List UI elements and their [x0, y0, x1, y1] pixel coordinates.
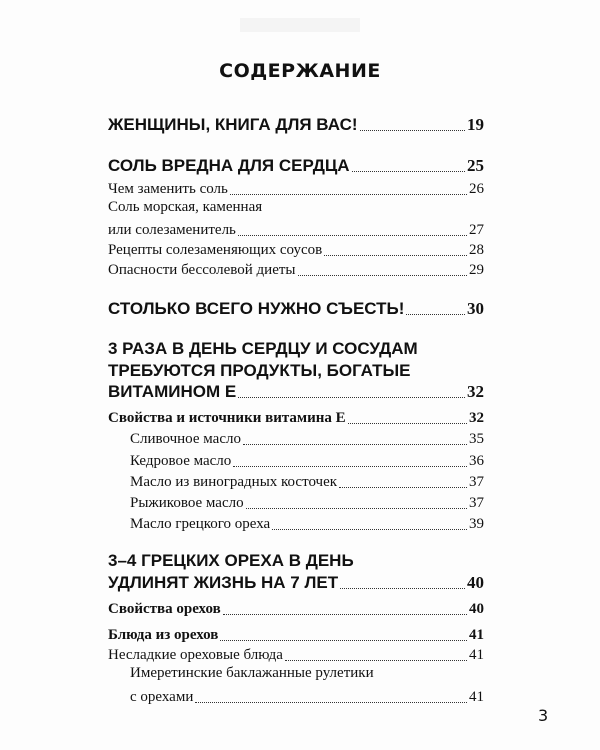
leader-dots — [406, 314, 465, 315]
toc-entry-eggplant-rolls-line1: Имеретинские баклажанные рулетики — [130, 665, 374, 681]
toc-entry-nut-dishes[interactable] — [108, 624, 484, 646]
toc-entry-title: с орехами — [130, 689, 194, 705]
toc-entry-page: 28 — [469, 242, 484, 258]
leader-dots — [195, 702, 467, 703]
toc-entry-eggplant-rolls[interactable] — [130, 686, 484, 708]
toc-entry-page: 32 — [469, 410, 484, 426]
toc-entry-women[interactable] — [108, 114, 484, 136]
toc-entry-title: Блюда из орехов — [108, 627, 219, 643]
toc-entry-title: Чем заменить соль — [108, 181, 228, 197]
toc-entry-title: УДЛИНЯТ ЖИЗНЬ НА 7 ЛЕТ — [108, 573, 339, 592]
toc-entry-page: 41 — [469, 627, 484, 643]
page-title: СОДЕРЖАНИЕ — [219, 60, 381, 82]
toc-entry-title: Рецепты солезаменяющих соусов — [108, 242, 323, 258]
leader-dots — [339, 487, 467, 488]
leader-dots — [223, 614, 467, 615]
toc-entry-camelina-oil[interactable] — [130, 492, 484, 514]
toc-entry-title: СОЛЬ ВРЕДНА ДЛЯ СЕРДЦА — [108, 156, 350, 175]
toc-entry-title: Масло из виноградных косточек — [130, 474, 338, 490]
toc-entry-title: Сливочное масло — [130, 431, 241, 447]
toc-entry-salt[interactable] — [108, 155, 484, 177]
toc-entry-page: 39 — [469, 516, 484, 532]
toc-entry-title: Опасности бессолевой диеты — [108, 262, 296, 278]
toc-entry-page: 35 — [469, 431, 484, 447]
toc-entry-so-much-to-eat[interactable] — [108, 298, 484, 320]
toc-entry-nut-properties[interactable] — [108, 598, 484, 620]
toc-entry-sea-salt[interactable] — [108, 219, 484, 241]
toc-entry-title: Масло грецкого ореха — [130, 516, 271, 532]
toc-entry-walnuts[interactable] — [108, 572, 484, 594]
leader-dots — [285, 660, 467, 661]
toc-entry-page: 19 — [467, 115, 484, 134]
toc-entry-page: 26 — [469, 181, 484, 197]
toc-entry-sea-salt-line1: Соль морская, каменная — [108, 199, 263, 215]
toc-entry-vitamin-e-line2: ТРЕБУЮТСЯ ПРОДУКТЫ, БОГАТЫЕ — [108, 361, 411, 380]
leader-dots — [340, 588, 465, 589]
leader-dots — [298, 275, 468, 276]
toc-entry-page: 30 — [467, 299, 484, 318]
toc-entry-title: ВИТАМИНОМ Е — [108, 382, 237, 401]
leader-dots — [233, 466, 467, 467]
toc-entry-page: 41 — [469, 689, 484, 705]
leader-dots — [360, 130, 465, 131]
leader-dots — [220, 640, 467, 641]
toc-entry-page: 29 — [469, 262, 484, 278]
leader-dots — [352, 171, 465, 172]
toc-entry-page: 37 — [469, 474, 484, 490]
leader-dots — [246, 508, 467, 509]
leader-dots — [238, 235, 467, 236]
toc-entry-title: Кедровое масло — [130, 453, 232, 469]
toc-entry-page: 36 — [469, 453, 484, 469]
toc-entry-cedar-oil[interactable] — [130, 450, 484, 472]
toc-entry-title: или солезаменитель — [108, 222, 236, 238]
toc-entry-page: 40 — [469, 601, 484, 617]
toc-entry-vitamin-e-sources[interactable] — [108, 407, 484, 429]
leader-dots — [243, 444, 467, 445]
leader-dots — [272, 529, 467, 530]
toc-entry-vitamin-e[interactable] — [108, 381, 484, 403]
toc-entry-page: 37 — [469, 495, 484, 511]
toc-entry-title: ЖЕНЩИНЫ, КНИГА ДЛЯ ВАС! — [108, 115, 358, 134]
toc-entry-page: 40 — [467, 573, 484, 592]
toc-entry-sauces[interactable] — [108, 239, 484, 261]
toc-entry-title: СТОЛЬКО ВСЕГО НУЖНО СЪЕСТЬ! — [108, 299, 405, 318]
toc-entry-walnuts-line1: 3–4 ГРЕЦКИХ ОРЕХА В ДЕНЬ — [108, 551, 354, 570]
toc-entry-savory-nut-dishes[interactable] — [108, 644, 484, 666]
toc-entry-walnut-oil[interactable] — [130, 513, 484, 535]
toc-entry-page: 25 — [467, 156, 484, 175]
toc-entry-title: Рыжиковое масло — [130, 495, 244, 511]
toc-entry-title: Несладкие ореховые блюда — [108, 647, 283, 663]
toc-entry-saltless-diet[interactable] — [108, 259, 484, 281]
toc-entry-page: 32 — [467, 382, 484, 401]
toc-entry-vitamin-e-line1: 3 РАЗА В ДЕНЬ СЕРДЦУ И СОСУДАМ — [108, 339, 418, 358]
leader-dots — [238, 397, 465, 398]
toc-entry-page: 41 — [469, 647, 484, 663]
toc-entry-title: Свойства и источники витамина Е — [108, 410, 346, 426]
leader-dots — [230, 194, 467, 195]
toc-entry-title: Свойства орехов — [108, 601, 221, 617]
leader-dots — [348, 423, 467, 424]
toc-entry-replace-salt[interactable] — [108, 178, 484, 200]
toc-entry-grapeseed-oil[interactable] — [130, 471, 484, 493]
toc-entry-page: 27 — [469, 222, 484, 238]
page-number: 3 — [538, 706, 549, 725]
toc-entry-butter[interactable] — [130, 428, 484, 450]
leader-dots — [324, 255, 467, 256]
